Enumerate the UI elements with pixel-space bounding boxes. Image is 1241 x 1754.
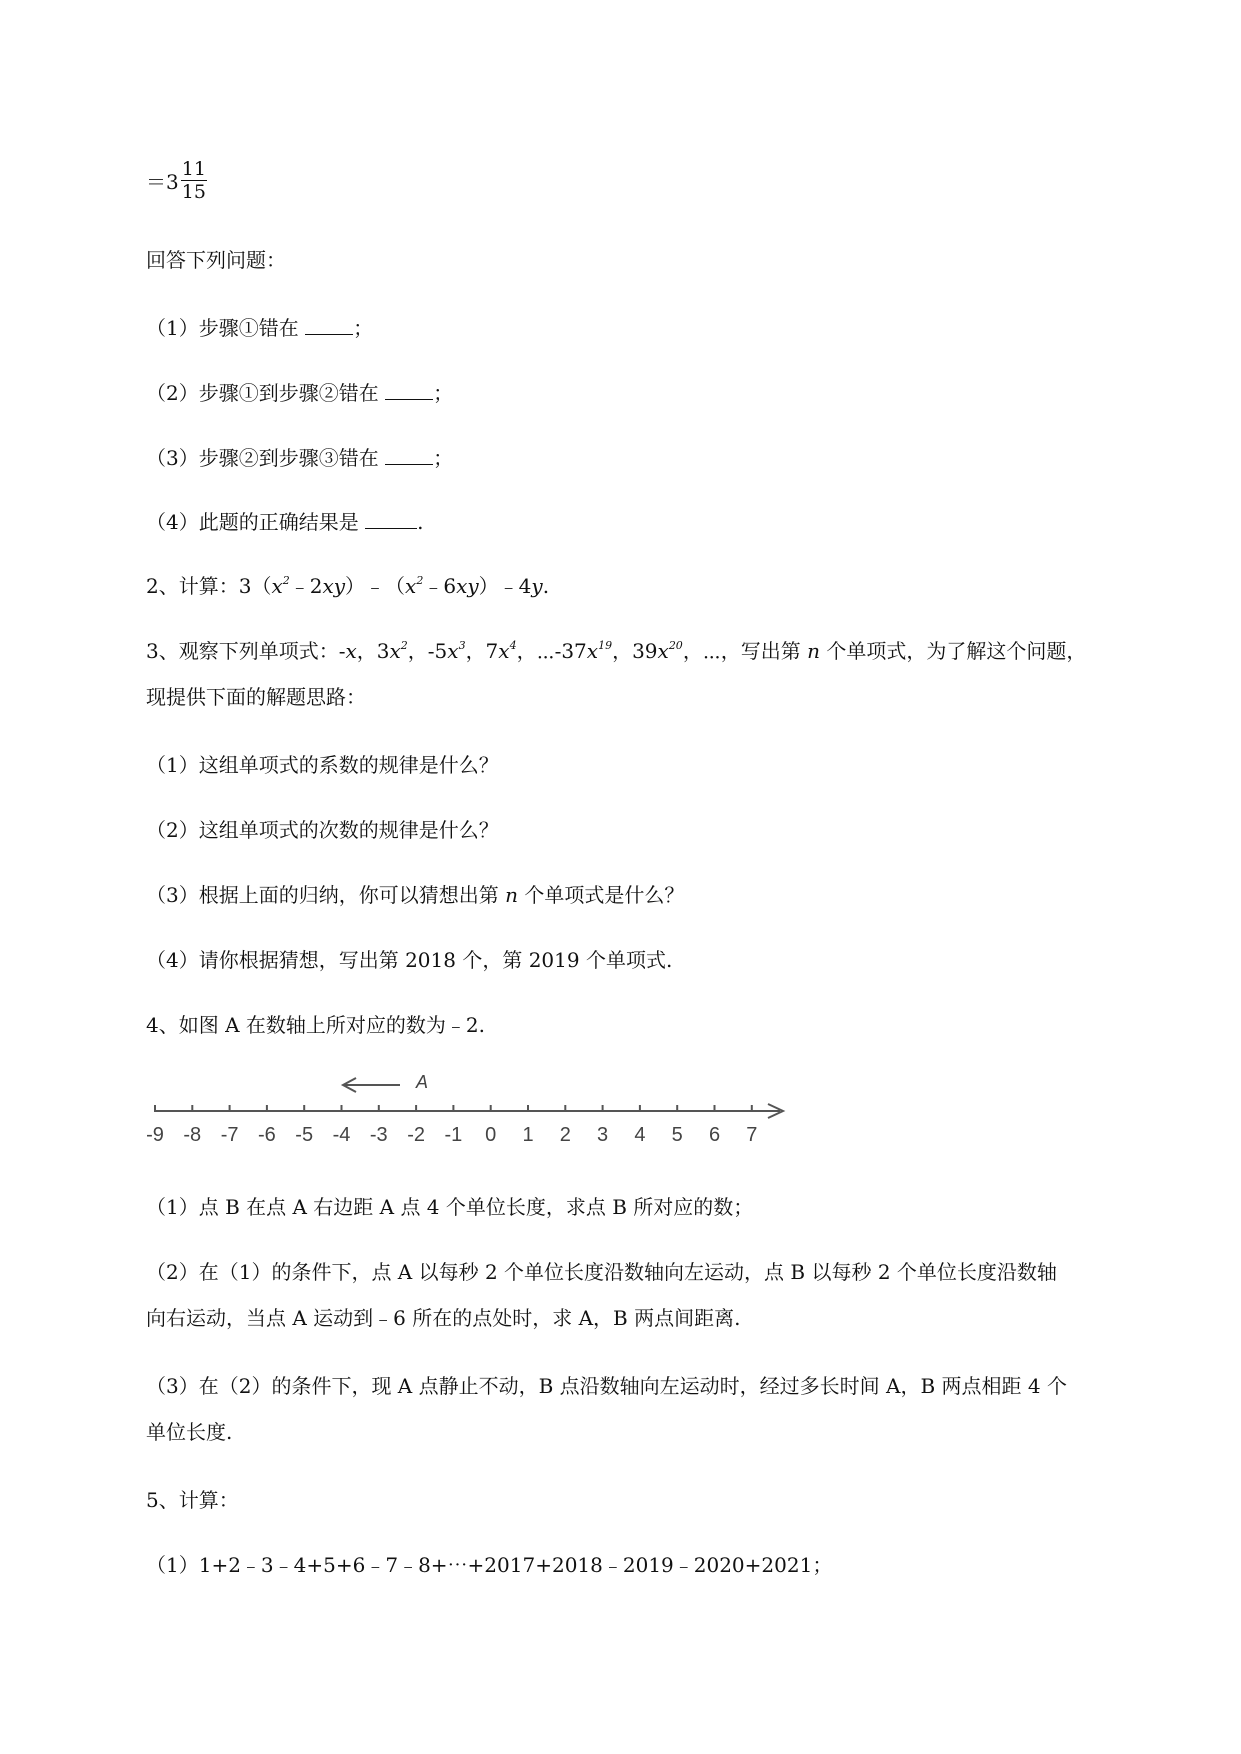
question-3-line-2: 现提供下面的解题思路： <box>146 685 366 709</box>
answer-blank[interactable] <box>365 506 417 529</box>
question-2 <box>146 572 549 600</box>
q3-coef: ，7 <box>465 639 499 663</box>
var-x: x <box>345 639 357 663</box>
q3-coef: ，39 <box>612 639 658 663</box>
q3-text: ，⋯，写出第 <box>682 639 808 663</box>
q3-coef: ，⋯-37 <box>516 639 587 663</box>
var-x: x <box>586 639 599 663</box>
q2-text: 2、计算：3（ <box>146 574 272 598</box>
q3-part-3-text: 个单项式是什么？ <box>517 883 685 907</box>
answer-blank[interactable] <box>305 312 353 335</box>
exponent: 20 <box>668 639 683 652</box>
tick-label: -6 <box>258 1124 276 1146</box>
fraction-denominator: 15 <box>181 181 206 203</box>
question-3-line-1 <box>146 637 1086 665</box>
equals-three: ＝3 <box>146 170 179 194</box>
q1-part-2-text: （2）步骤①到步骤②错在 <box>146 381 386 405</box>
q1-part-2 <box>146 377 453 407</box>
q1-part-3-suffix: ； <box>433 446 454 470</box>
q3-part-1: （1）这组单项式的系数的规律是什么？ <box>146 753 499 777</box>
var-n: n <box>505 883 518 907</box>
point-a-label: A <box>416 1072 429 1092</box>
q5-part-1: （1）1+2﹣3﹣4+5+6﹣7﹣8+⋯+2017+2018﹣2019﹣2020+2021； <box>146 1553 833 1577</box>
var-x: x <box>405 574 417 598</box>
var-n: n <box>807 639 821 663</box>
var-x: x <box>447 639 459 663</box>
q4-part-2-line-1: （2）在（1）的条件下，点 A 以每秒 2 个单位长度沿数轴向左运动，点 B 以每秒 2 个单位长度沿数轴 <box>146 1260 1057 1284</box>
tick-label: -3 <box>369 1124 388 1146</box>
q1-part-3-text: （3）步骤②到步骤③错在 <box>146 446 386 470</box>
answer-blank[interactable] <box>385 377 433 400</box>
q2-text: ﹣6 <box>423 574 457 598</box>
q1-part-3 <box>146 442 453 472</box>
q1-part-1-suffix: ； <box>353 316 374 340</box>
q4-part-1: （1）点 B 在点 A 右边距 A 点 4 个单位长度，求点 B 所对应的数； <box>146 1195 754 1219</box>
q3-part-4: （4）请你根据猜想，写出第 2018 个，第 2019 个单项式. <box>146 948 673 972</box>
q2-text: ）﹣4 <box>478 574 532 598</box>
q3-part-3-text: （3）根据上面的归纳，你可以猜想出第 <box>146 883 506 907</box>
tick-label: -5 <box>295 1124 314 1146</box>
q3-text: 个单项式，为了解这个问题， <box>820 639 1087 663</box>
tick-label: -2 <box>407 1124 425 1146</box>
q1-part-1-text: （1）步骤①错在 <box>146 316 306 340</box>
q3-text: 3、观察下列单项式： <box>146 639 339 663</box>
question-5-intro: 5、计算： <box>146 1488 239 1512</box>
question-4-intro: 4、如图 A 在数轴上所对应的数为﹣2. <box>146 1013 485 1037</box>
tick-label: -4 <box>332 1124 351 1146</box>
tick-label: -8 <box>183 1124 202 1146</box>
tick-label: 6 <box>708 1124 721 1146</box>
mixed-number-result <box>146 158 207 203</box>
q4-part-2-line-2: 向右运动，当点 A 运动到﹣6 所在的点处时，求 A，B 两点间距离. <box>146 1306 741 1330</box>
q2-text: ﹣2 <box>289 574 323 598</box>
tick-label: -9 <box>146 1124 164 1146</box>
exponent: 2 <box>416 574 424 587</box>
q1-part-4-suffix: . <box>417 510 424 534</box>
answer-intro: 回答下列问题： <box>146 248 286 272</box>
q1-part-4 <box>146 506 423 536</box>
exponent: 2 <box>282 574 290 587</box>
q3-coef: ，-5 <box>407 639 448 663</box>
tick-label: 7 <box>746 1124 758 1146</box>
var-y: y <box>531 574 543 598</box>
q2-text: ）﹣（ <box>345 574 406 598</box>
fraction-numerator: 11 <box>181 158 206 180</box>
q3-coef: ，3 <box>356 639 390 663</box>
var-xy: xy <box>322 574 346 598</box>
q4-part-3-line-1: （3）在（2）的条件下，现 A 点静止不动，B 点沿数轴向左运动时，经过多长时间 A，B 两点相距 4 个 <box>146 1374 1067 1398</box>
exponent: 2 <box>400 639 408 652</box>
tick-label: 4 <box>634 1124 646 1146</box>
exponent: 19 <box>598 639 613 652</box>
tick-label: 0 <box>485 1124 497 1146</box>
q1-part-2-suffix: ； <box>433 381 454 405</box>
q3-part-2: （2）这组单项式的次数的规律是什么？ <box>146 818 499 842</box>
tick-label: 1 <box>522 1124 534 1146</box>
q2-text: . <box>542 574 550 598</box>
number-line-figure <box>146 1072 800 1165</box>
var-x: x <box>498 639 510 663</box>
var-x: x <box>271 574 283 598</box>
tick-label: 2 <box>559 1124 571 1146</box>
q1-part-4-text: （4）此题的正确结果是 <box>146 510 366 534</box>
tick-label: 3 <box>597 1124 609 1146</box>
tick-label: -1 <box>444 1124 463 1146</box>
q3-text: - <box>338 639 346 663</box>
answer-blank[interactable] <box>385 442 433 465</box>
exponent: 3 <box>458 639 466 652</box>
q3-part-3 <box>146 881 684 909</box>
tick-label: 5 <box>671 1124 683 1146</box>
exponent: 4 <box>509 639 517 652</box>
tick-label: -7 <box>220 1124 239 1146</box>
var-x: x <box>389 639 401 663</box>
q1-part-1 <box>146 312 373 342</box>
var-x: x <box>657 639 669 663</box>
fraction <box>181 158 207 203</box>
var-xy: xy <box>456 574 479 598</box>
q4-part-3-line-2: 单位长度. <box>146 1420 233 1444</box>
